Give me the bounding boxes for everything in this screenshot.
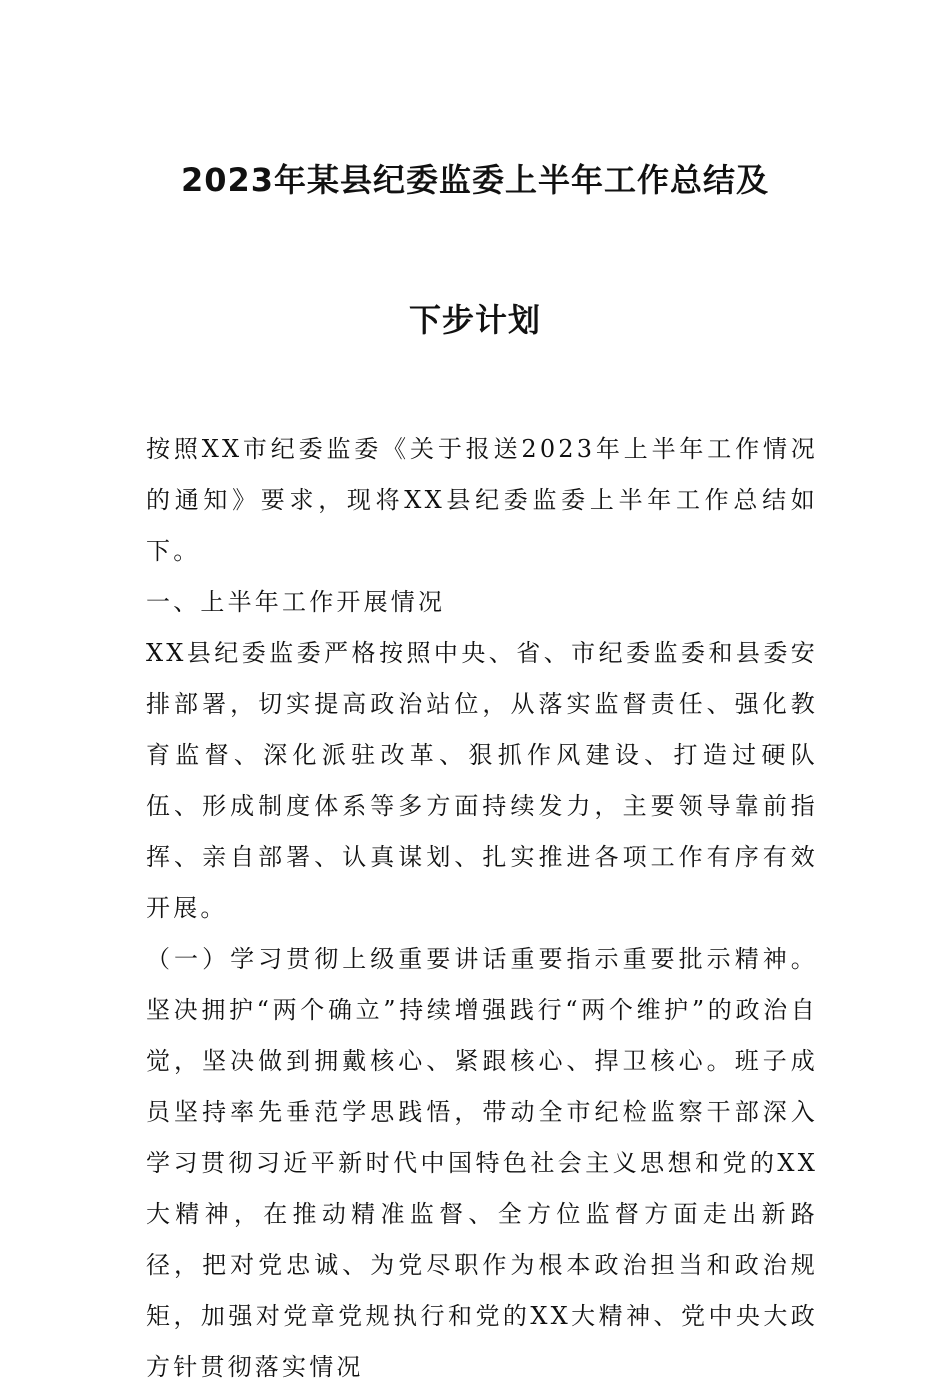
section-heading: 一、上半年工作开展情况 <box>146 588 446 616</box>
intro-paragraph: 按照XX市纪委监委《关于报送2023年上半年工作情况的通知》要求，现将XX县纪委监委上半年工作总结如下。 <box>146 435 818 565</box>
document-body <box>146 424 818 1393</box>
overview-paragraph: XX县纪委监委严格按照中央、省、市纪委监委和县委安排部署，切实提高政治站位，从落实监督责任、强化教育监督、深化派驻改革、狠抓作风建设、打造过硬队伍、形成制度体系等多方面持续发力，主要领导靠前指挥、亲自部署、认真谋划、扎实推进各项工作有序有效开展。 <box>146 639 818 922</box>
document-title-line-1: 2023年某县纪委监委上半年工作总结及 <box>180 161 770 199</box>
document-title-line-2: 下步计划 <box>408 301 541 339</box>
subsection-paragraph: （一）学习贯彻上级重要讲话重要指示重要批示精神。坚决拥护“两个确立”持续增强践行“两个维护”的政治自觉，坚决做到拥戴核心、紧跟核心、捍卫核心。班子成员坚持率先垂范学思践悟，带动全市纪检监察干部深入学习贯彻习近平新时代中国特色社会主义思想和党的XX大精神，在推动精准监督、全方位监督方面走出新路径，把对党忠诚、为党尽职作为根本政治担当和政治规矩，加强对党章党规执行和党的XX大精神、党中央大政方针贯彻落实情况 <box>146 945 818 1381</box>
